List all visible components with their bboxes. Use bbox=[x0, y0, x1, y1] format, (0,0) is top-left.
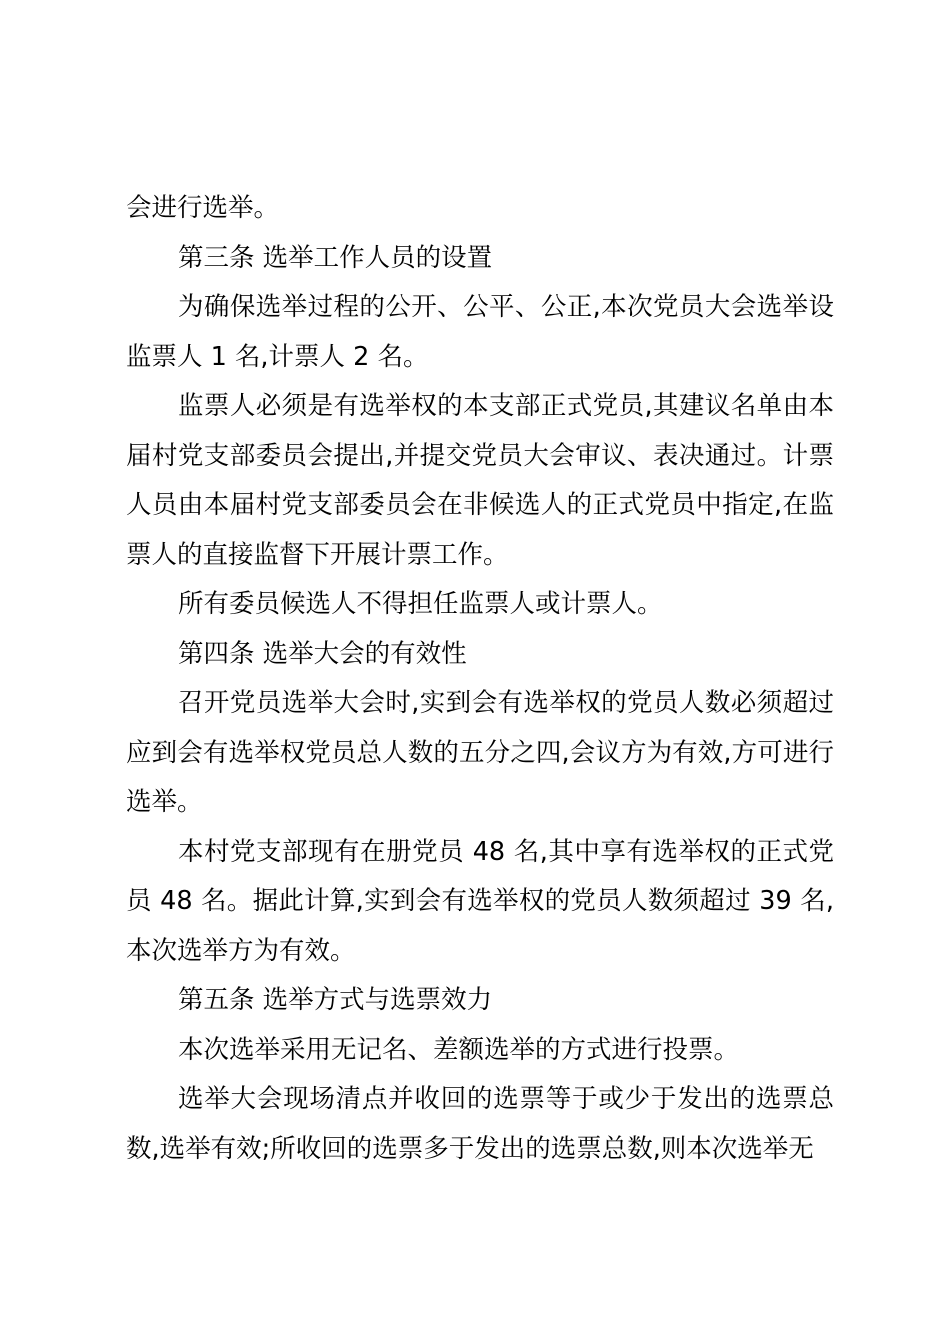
paragraph-ballot-validity: 选举大会现场清点并收回的选票等于或少于发出的选票总数,选举有效;所收回的选票多于发出的选票总数,则本次选举无 bbox=[126, 1084, 834, 1164]
paragraph-candidate-restriction: 所有委员候选人不得担任监票人或计票人。 bbox=[178, 589, 663, 619]
paragraph-member-count: 本村党支部现有在册党员 48 名,其中享有选举权的正式党员 48 名。据此计算,实到会有选举权的党员人数须超过 39 名,本次选举方为有效。 bbox=[126, 836, 834, 966]
article-5-heading: 第五条 选举方式与选票效力 bbox=[178, 985, 493, 1015]
paragraph-staff-setup: 为确保选举过程的公开、公平、公正,本次党员大会选举设监票人 1 名,计票人 2 名。 bbox=[126, 292, 834, 372]
article-3-heading: 第三条 选举工作人员的设置 bbox=[178, 242, 493, 273]
article-4-heading: 第四条 选举大会的有效性 bbox=[178, 638, 467, 669]
paragraph-quorum-rule: 召开党员选举大会时,实到会有选举权的党员人数必须超过应到会有选举权党员总人数的五分之四,会议方为有效,方可进行选举。 bbox=[126, 688, 834, 817]
paragraph-voting-method: 本次选举采用无记名、差额选举的方式进行投票。 bbox=[178, 1034, 740, 1065]
paragraph-monitor-requirements: 监票人必须是有选举权的本支部正式党员,其建议名单由本届村党支部委员会提出,并提交党员大会审议、表决通过。计票人员由本届村党支部委员会在非候选人的正式党员中指定,在监票人的直接监督下开展计票工作。 bbox=[126, 391, 834, 570]
document-page bbox=[126, 184, 834, 1174]
paragraph-continuation: 会进行选举。 bbox=[126, 193, 280, 223]
